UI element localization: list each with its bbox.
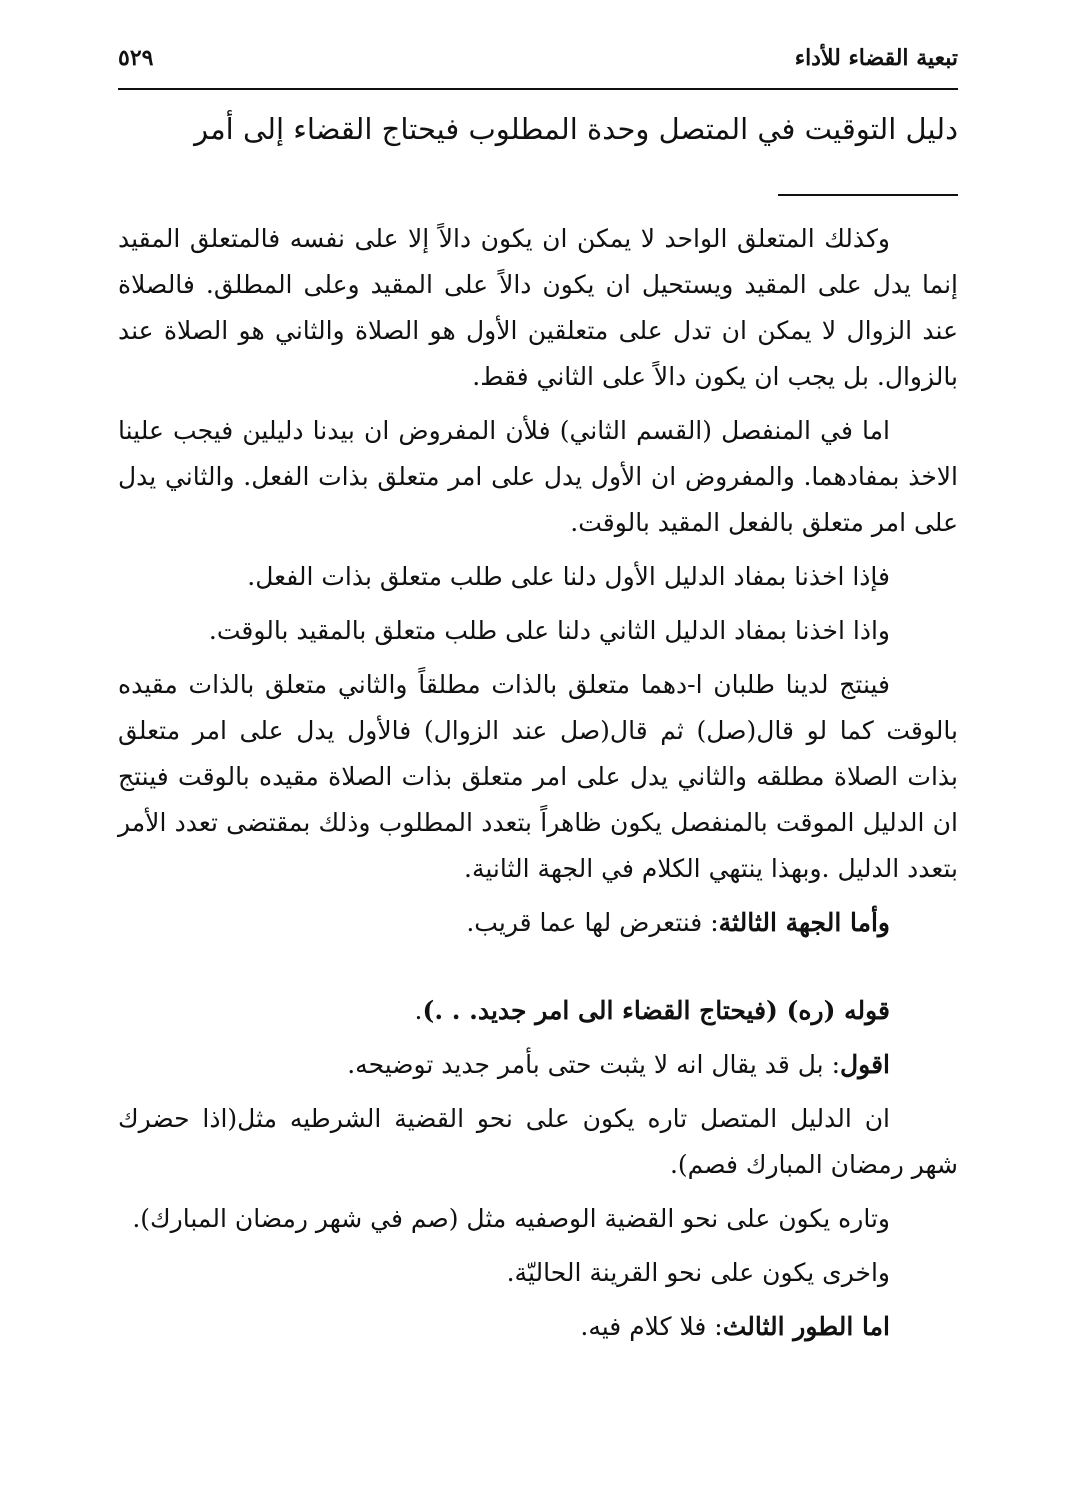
footnote-paragraph: اما في المنفصل (القسم الثاني) فلأن المفروض ان بيدنا دليلين فيجب علينا الاخذ بمفادهما. والمفروض ان الأول يدل على امر متعلق بذات الفعل. والثاني يدل على امر متعلق بالفعل المقيد بالوقت.	[118, 416, 958, 537]
footnote-paragraph: فإذا اخذنا بمفاد الدليل الأول دلنا على طلب متعلق بذات الفعل.	[247, 562, 890, 591]
footnote-paragraph	[118, 900, 958, 946]
footnotes	[118, 216, 958, 1350]
book-page	[118, 36, 958, 1350]
footnote-paragraph	[118, 988, 958, 1034]
footnote-paragraph: ان الدليل المتصل تاره يكون على نحو القضية الشرطيه مثل(اذا حضرك شهر رمضان المبارك فصم).	[118, 1104, 958, 1179]
footnote-paragraph	[118, 1304, 958, 1350]
paragraph-text: : بل قد يقال انه لا يثبت حتى بأمر جديد توضيحه.	[347, 1050, 841, 1079]
main-text-line: دليل التوقيت في المتصل وحدة المطلوب فيحتاج القضاء إلى أمر	[194, 112, 958, 146]
header-rule	[118, 88, 958, 90]
paragraph-text: : فنتعرض لها عما قريب.	[466, 908, 719, 937]
footnote-separator	[778, 194, 958, 196]
running-title: تبعية القضاء للأداء	[794, 45, 958, 71]
section-heading: اما الطور الثالث	[722, 1312, 890, 1341]
paragraph-text: .	[414, 996, 423, 1025]
paragraph-text: : فلا كلام فيه.	[580, 1312, 723, 1341]
section-heading: اقول	[840, 1050, 890, 1079]
footnote-paragraph: فينتج لدينا طلبان ا-دهما متعلق بالذات مطلقاً والثاني متعلق بالذات مقيده بالوقت كما لو قال(صل) ثم قال(صل عند الزوال) فالأول يدل على امر متعلق بذات الصلاة مطلقه والثاني يدل على امر متعلق بذات الصلاة مقيده بالوقت فينتج ان الدليل الموقت بالمنفصل يكون ظاهراً بتعدد المطلوب وذلك بمقتضى تعدد الأمر بتعدد الدليل .وبهذا ينتهي الكلام في الجهة الثانية.	[118, 670, 958, 883]
section-heading: وأما الجهة الثالثة	[718, 908, 890, 937]
footnote-paragraph: وتاره يكون على نحو القضية الوصفيه مثل (صم في شهر رمضان المبارك).	[132, 1204, 890, 1233]
footnote-paragraph: وكذلك المتعلق الواحد لا يمكن ان يكون دالاً إلا على نفسه فالمتعلق المقيد إنما يدل على المقيد ويستحيل ان يكون دالاً على المقيد وعلى المطلق. فالصلاة عند الزوال لا يمكن ان تدل على متعلقين الأول هو الصلاة والثاني هو الصلاة عند بالزوال. بل يجب ان يكون دالاً على الثاني فقط.	[118, 224, 958, 391]
footnote-paragraph: واذا اخذنا بمفاد الدليل الثاني دلنا على طلب متعلق بالمقيد بالوقت.	[208, 616, 890, 645]
quoted-heading: قوله (ره) (فيحتاج القضاء الى امر جديد. . .)	[422, 996, 890, 1025]
page-header	[118, 36, 958, 80]
page-number: ٥٢٩	[118, 45, 154, 71]
footnote-paragraph: واخرى يكون على نحو القرينة الحاليّة.	[506, 1258, 890, 1287]
footnote-paragraph	[118, 1042, 958, 1088]
